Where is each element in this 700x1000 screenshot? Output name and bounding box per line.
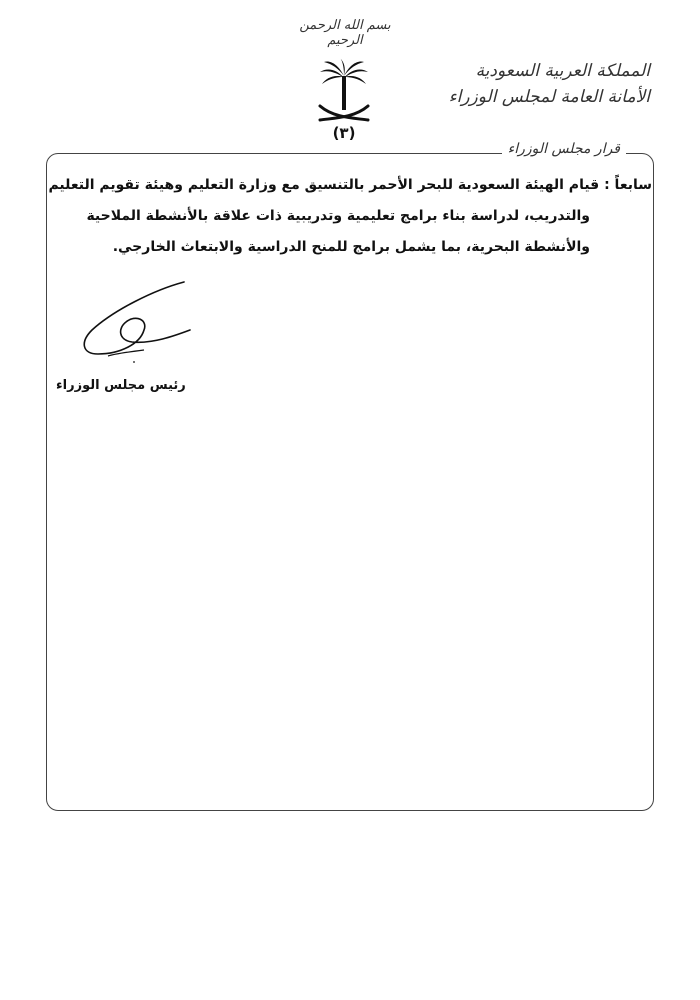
kingdom-title: المملكة العربية السعودية bbox=[475, 61, 650, 81]
secretariat-title: الأمانة العامة لمجلس الوزراء bbox=[448, 87, 650, 107]
basmala-calligraphy: بسم الله الرحمن الرحيم bbox=[299, 18, 391, 48]
body-line-2: والتدريب، لدراسة بناء برامج تعليمية وتدريبية ذات علاقة بالأنشطة الملاحية bbox=[86, 208, 590, 224]
body-line-1: سابعاً : قيام الهيئة السعودية للبحر الأحمر بالتنسيق مع وزارة التعليم وهيئة تقويم التعليم bbox=[48, 177, 652, 193]
body-line-3: والأنشطة البحرية، بما يشمل برامج للمنح الدراسية والابتعاث الخارجي. bbox=[112, 239, 590, 255]
signature-image bbox=[74, 270, 204, 370]
saudi-emblem-icon bbox=[314, 58, 374, 124]
decision-body bbox=[48, 170, 652, 263]
letterhead bbox=[440, 58, 650, 110]
page-number: (٣) bbox=[332, 124, 356, 142]
signatory-title: رئيس مجلس الوزراء bbox=[56, 378, 186, 393]
decision-label: قرار مجلس الوزراء bbox=[502, 141, 626, 157]
